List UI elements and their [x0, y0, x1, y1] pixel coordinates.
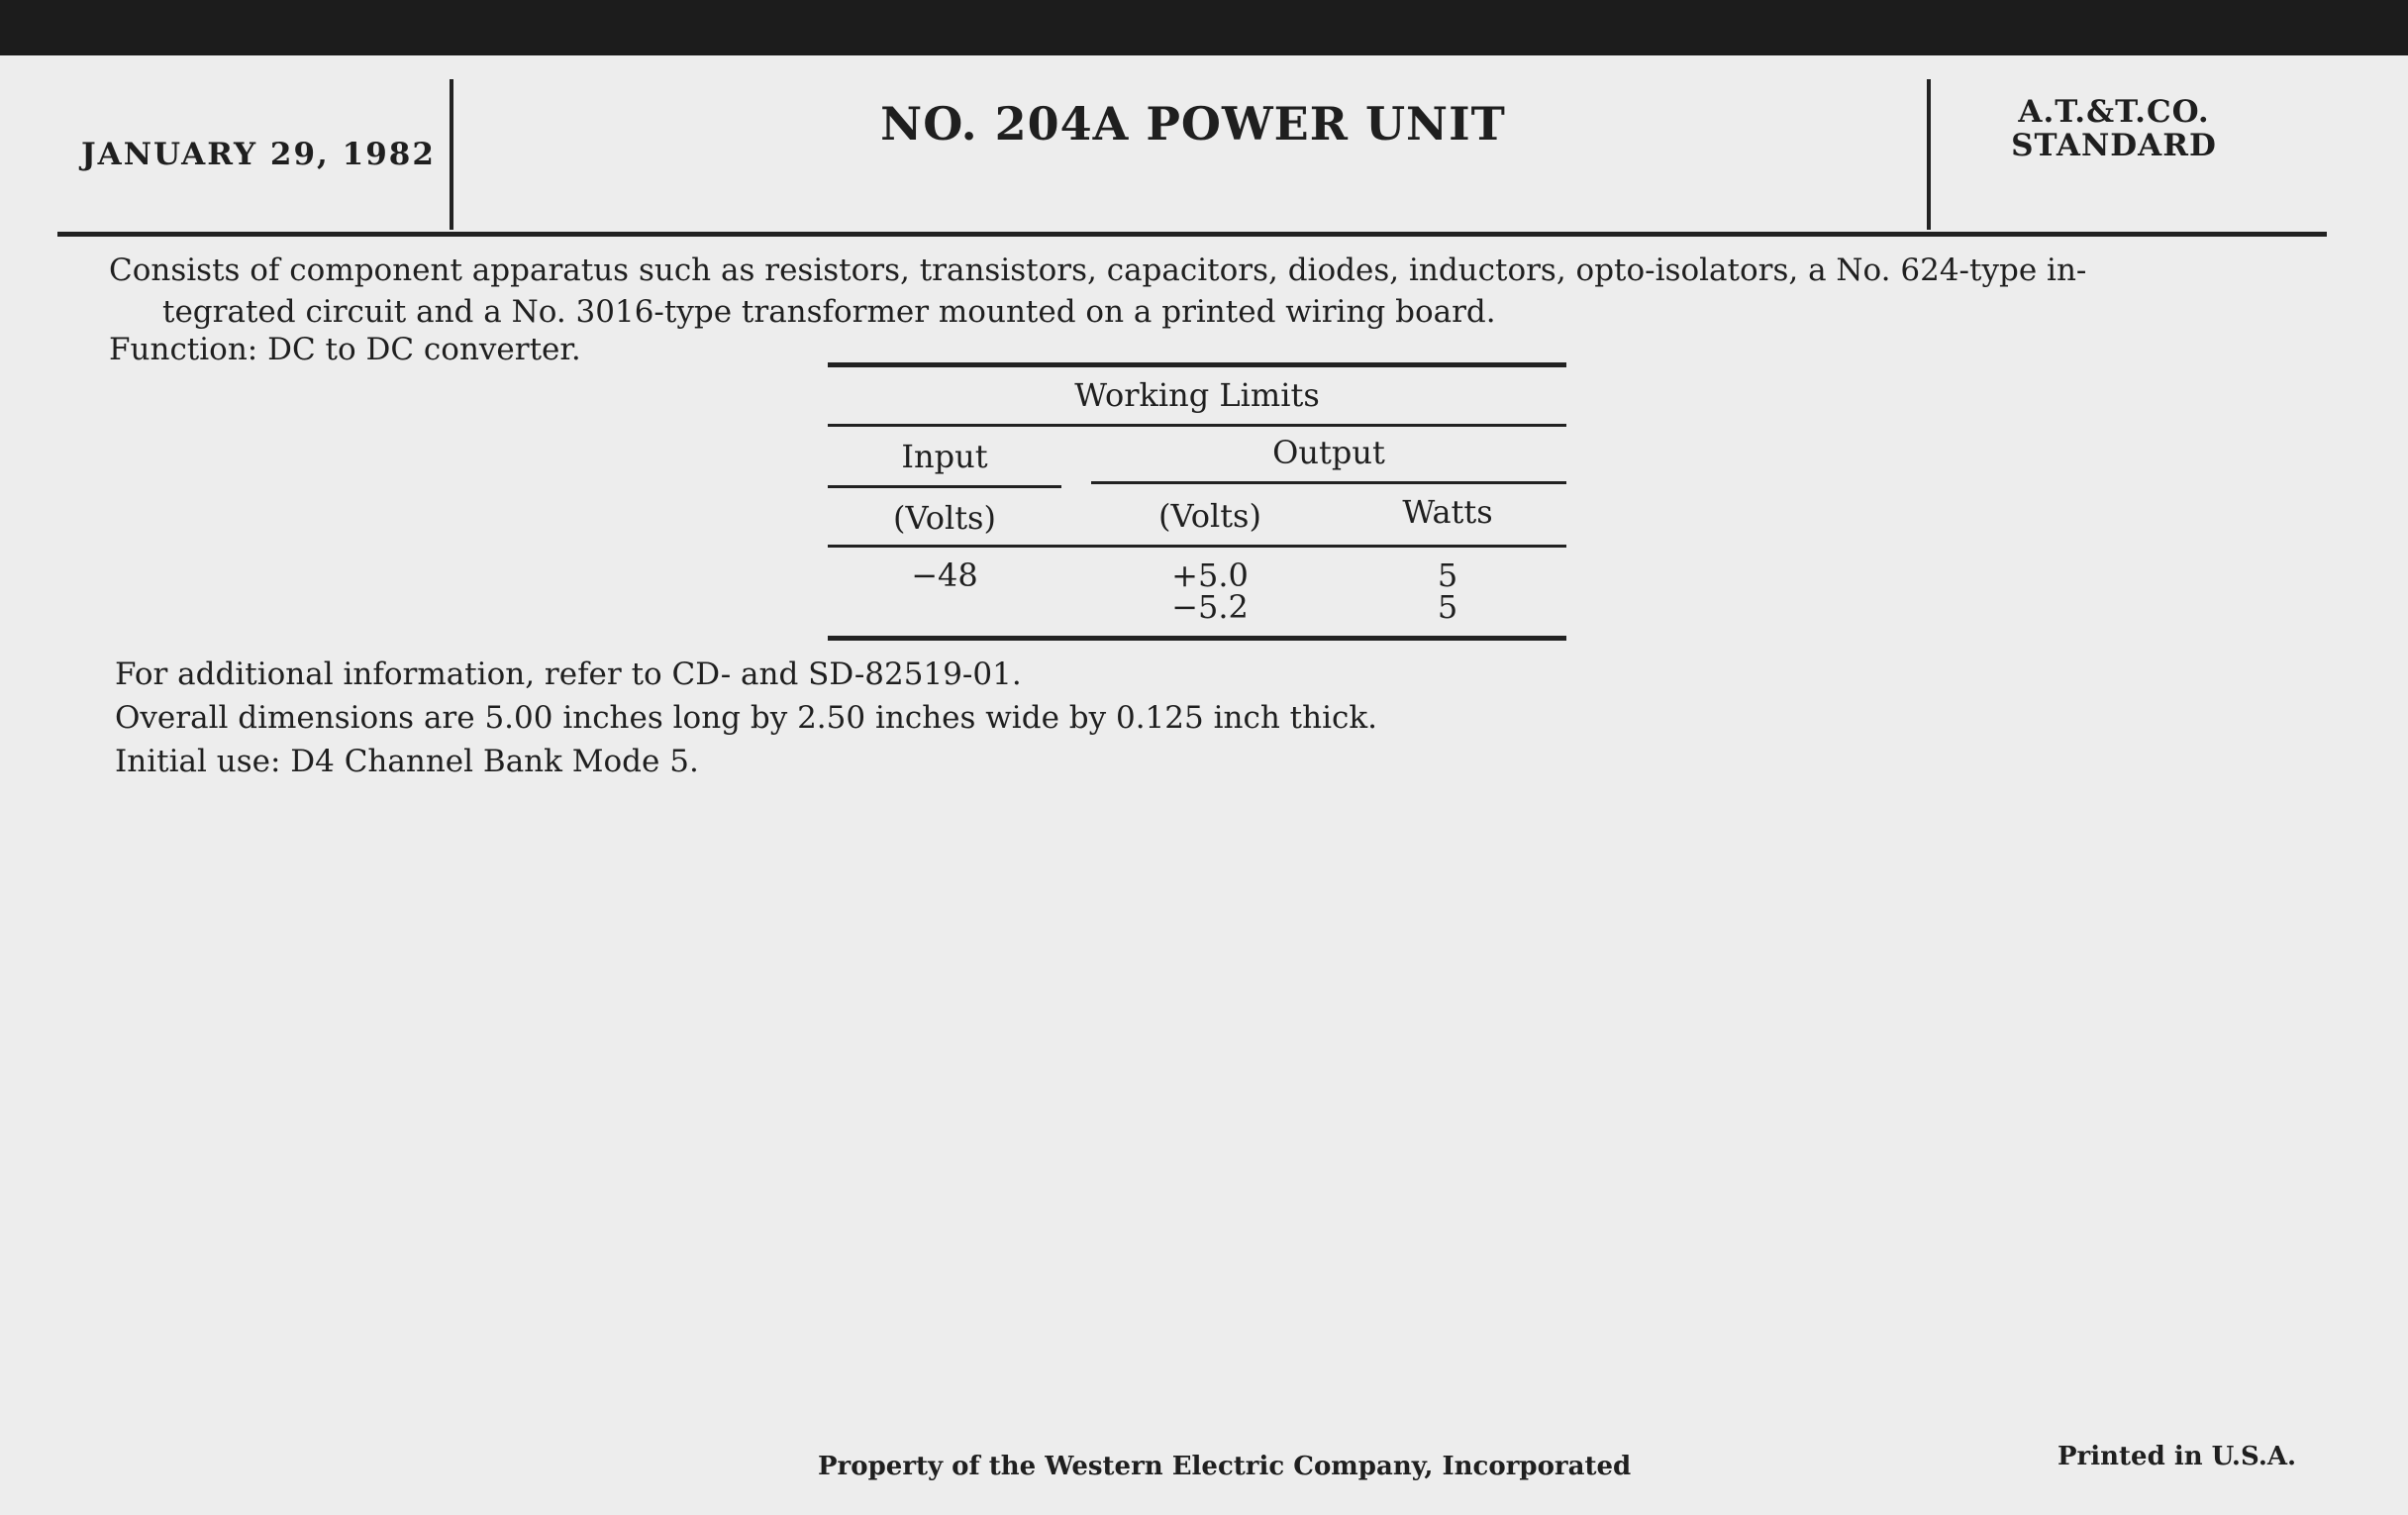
- table-cell-watts: 5: [1437, 556, 1458, 594]
- table-title-rule: [828, 424, 1566, 427]
- output-rule: [1091, 481, 1566, 484]
- column-header-rule: [828, 545, 1566, 548]
- input-header: Input: [901, 438, 988, 475]
- table-cell-input: −48: [911, 556, 978, 594]
- standard-mark-line2: STANDARD: [2011, 128, 2217, 163]
- header-divider-left: [450, 79, 453, 230]
- input-rule: [828, 485, 1061, 488]
- output-header: Output: [1272, 434, 1385, 471]
- table-top-rule: [828, 362, 1566, 367]
- input-unit: (Volts): [893, 499, 996, 537]
- output-watts-header: Watts: [1402, 493, 1493, 531]
- table-title: Working Limits: [1074, 376, 1320, 414]
- header-divider-right: [1927, 79, 1931, 230]
- initial-use-text: Initial use: D4 Channel Bank Mode 5.: [115, 744, 699, 779]
- working-limits-table: [828, 362, 1566, 699]
- dimensions-text: Overall dimensions are 5.00 inches long by 2.50 inches wide by 0.125 inch thick.: [115, 700, 1377, 736]
- header-rule: [57, 232, 2327, 237]
- description-line2: tegrated circuit and a No. 3016-type transformer mounted on a printed wiring board.: [162, 294, 1496, 330]
- reference-text: For additional information, refer to CD- and SD-82519-01.: [115, 656, 1022, 692]
- document-card: [0, 55, 2408, 1515]
- function-text: Function: DC to DC converter.: [109, 332, 581, 367]
- table-cell-watts: 5: [1437, 588, 1458, 626]
- property-notice: Property of the Western Electric Company, Incorporated: [818, 1452, 1632, 1481]
- document-title: NO. 204A POWER UNIT: [880, 97, 1506, 151]
- description-line1: Consists of component apparatus such as resistors, transistors, capacitors, diodes, inductors, opto-isolators, a No. 624-type in-: [109, 252, 2087, 288]
- document-date: JANUARY 29, 1982: [81, 137, 436, 172]
- standard-mark-line1: A.T.&T.CO.: [2018, 94, 2210, 130]
- output-volts-unit: (Volts): [1158, 497, 1261, 535]
- table-cell-output-volts: −5.2: [1171, 588, 1249, 626]
- description: [109, 250, 2287, 333]
- printed-notice: Printed in U.S.A.: [2057, 1442, 2297, 1471]
- standard-mark: [1990, 95, 2238, 162]
- table-bottom-rule: [828, 636, 1566, 641]
- table-cell-output-volts: +5.0: [1171, 556, 1249, 594]
